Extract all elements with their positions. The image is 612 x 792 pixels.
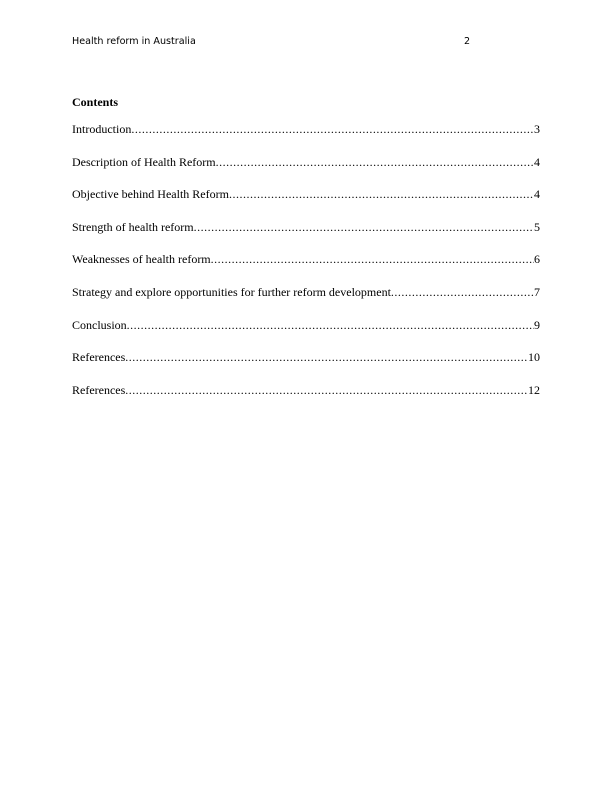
toc-entry-label: References	[72, 382, 126, 397]
dot-leader	[194, 220, 534, 235]
toc-entry-label: Conclusion	[72, 317, 127, 332]
running-head-title: Health reform in Australia	[72, 36, 196, 47]
page-header	[72, 36, 472, 50]
toc-entry-weaknesses[interactable]	[72, 252, 540, 268]
dot-leader	[391, 285, 534, 300]
toc-entry-strength[interactable]	[72, 220, 540, 236]
toc-entry-label: Objective behind Health Reform	[72, 187, 229, 202]
toc-entry-references-2[interactable]	[72, 383, 540, 399]
toc-entry-page: 9	[534, 317, 540, 332]
toc-entry-strategy[interactable]	[72, 285, 540, 301]
toc-entry-page: 6	[534, 252, 540, 267]
table-of-contents	[72, 122, 540, 415]
toc-entry-label: Strength of health reform	[72, 219, 194, 234]
toc-entry-page: 4	[534, 187, 540, 202]
toc-entry-page: 5	[534, 219, 540, 234]
toc-entry-references[interactable]	[72, 350, 540, 366]
toc-entry-page: 10	[528, 350, 540, 365]
toc-entry-page: 4	[534, 154, 540, 169]
dot-leader	[131, 122, 534, 137]
toc-entry-label: Introduction	[72, 122, 132, 136]
dot-leader	[211, 252, 534, 267]
header-page-number: 2	[464, 36, 471, 47]
toc-entry-label: References	[72, 350, 126, 365]
toc-entry-page: 12	[528, 382, 540, 397]
toc-entry-label: Strategy and explore opportunities for further reform development	[72, 284, 391, 299]
toc-heading: Contents	[72, 95, 119, 109]
toc-entry-label: Description of Health Reform	[72, 154, 216, 169]
toc-entry-description[interactable]	[72, 155, 540, 171]
toc-entry-conclusion[interactable]	[72, 318, 540, 334]
toc-entry-objective[interactable]	[72, 187, 540, 203]
toc-entry-label: Weaknesses of health reform	[72, 252, 211, 267]
dot-leader	[216, 155, 534, 170]
dot-leader	[125, 350, 528, 365]
toc-entry-page: 7	[534, 284, 540, 299]
toc-entry-page: 3	[534, 122, 540, 136]
dot-leader	[229, 187, 534, 202]
toc-entry-introduction[interactable]	[72, 122, 540, 138]
dot-leader	[127, 318, 534, 333]
dot-leader	[125, 383, 528, 398]
